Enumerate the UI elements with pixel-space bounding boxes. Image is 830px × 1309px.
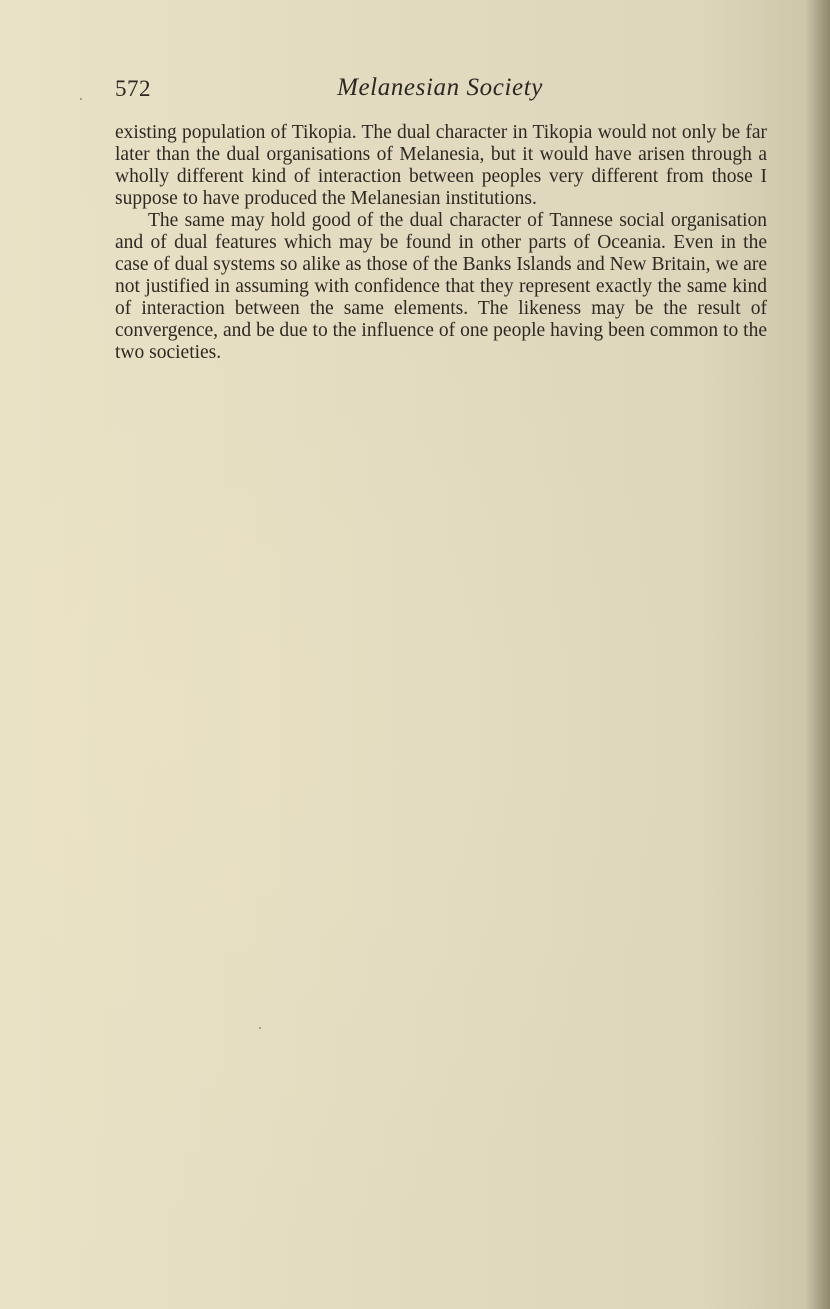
running-title: Melanesian Society	[337, 74, 543, 101]
paragraph: The same may hold good of the dual character of Tannese social organisation and of dual features which may be found in other parts of Oceania. Even in the case of dual systems so alike as those of the Banks Islands and New Britain, we are not justified in assuming with confidence that they represent exactly the same kind of interaction between the same elements. The likeness may be the result of convergence, and be due to the influence of one people having been common to the two societies.	[115, 210, 767, 363]
page-header	[115, 74, 765, 108]
paper-speck	[259, 1027, 261, 1029]
paragraph-continued: existing population of Tikopia. The dual character in Tikopia would not only be far later than the dual organisations of Melanesia, but it would have arisen through a wholly different kind of interaction between peoples very different from those I suppose to have produced the Melanesian institutions.	[115, 122, 767, 209]
text-body	[115, 122, 767, 364]
paper-speck	[80, 98, 82, 100]
page-number: 572	[115, 76, 151, 101]
